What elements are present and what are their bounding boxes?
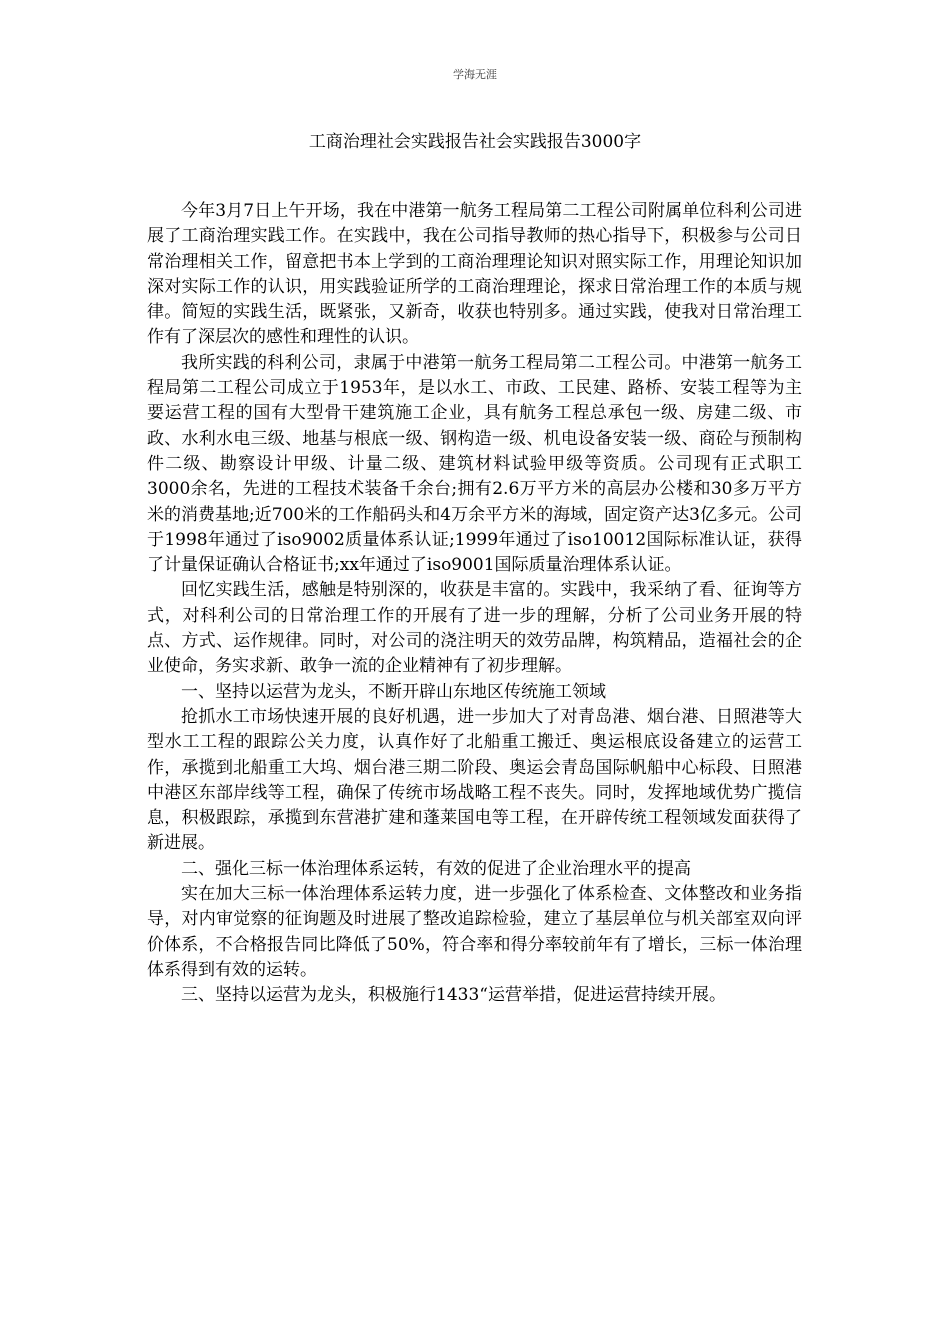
paragraph: 今年3月7日上午开场，我在中港第一航务工程局第二工程公司附属单位科利公司进展了工商治理实践工作。在实践中，我在公司指导教师的热心指导下，积极参与公司日常治理相关工作，留意把书本上学到的工商治理理论知识对照实际工作，用理论知识加深对实际工作的认识，用实践验证所学的工商治理理论，探求日常治理工作的本质与规律。简短的实践生活，既紧张，又新奇，收获也特别多。通过实践，使我对日常治理工作有了深层次的感性和理性的认识。 (147, 201, 802, 348)
paragraph: 抢抓水工市场快速开展的良好机遇，进一步加大了对青岛港、烟台港、日照港等大型水工工程的跟踪公关力度，认真作好了北船重工搬迁、奥运根底设备建立的运营工作，承揽到北船重工大坞、烟台港三期二阶段、奥运会青岛国际帆船中心标段、日照港中港区东部岸线等工程，确保了传统市场战略工程不丧失。同时，发挥地域优势广揽信息，积极跟踪，承揽到东营港扩建和蓬莱国电等工程，在开辟传统工程领域发面获得了新进展。 (147, 706, 802, 854)
section-heading: 三、坚持以运营为龙头，积极施行1433“运营举措，促进运营持续开展。 (181, 985, 726, 1006)
page-header: 学海无涯 (453, 68, 497, 81)
document-title: 工商治理社会实践报告社会实践报告3000字 (308, 132, 642, 152)
section-heading: 二、强化三标一体治理体系运转，有效的促进了企业治理水平的提高 (181, 858, 691, 879)
paragraph: 我所实践的科利公司，隶属于中港第一航务工程局第二工程公司。中港第一航务工程局第二工程公司成立于1953年，是以水工、市政、工民建、路桥、安装工程等为主要运营工程的国有大型骨干建筑施工企业，具有航务工程总承包一级、房建二级、市政、水利水电三级、地基与根底一级、钢构造一级、机电设备安装一级、商砼与预制构件二级、勘察设计甲级、计量二级、建筑材料试验甲级等资质。公司现有正式职工3000余名，先进的工程技术装备千余台;拥有2.6万平方米的高层办公楼和30多万平方米的消费基地;近700米的工作船码头和4万余平方米的海域，固定资产达3亿多元。公司于1998年通过了iso9002质量体系认证;1999年通过了iso10012国际标准认证，获得了计量保证确认合格证书;xx年通过了iso9001国际质量治理体系认证。 (147, 352, 802, 576)
document-body (147, 199, 802, 1009)
paragraph: 实在加大三标一体治理体系运转力度，进一步强化了体系检查、文体整改和业务指导，对内审觉察的征询题及时进展了整改追踪检验，建立了基层单位与机关部室双向评价体系，不合格报告同比降低了50%，符合率和得分率较前年有了增长，三标一体治理体系得到有效的运转。 (147, 884, 802, 980)
paragraph: 回忆实践生活，感触是特别深的，收获是丰富的。实践中，我采纳了看、征询等方式，对科利公司的日常治理工作的开展有了进一步的理解，分析了公司业务开展的特点、方式、运作规律。同时，对公司的浇注明天的效劳品牌，构筑精品，造福社会的企业使命，务实求新、敢争一流的企业精神有了初步理解。 (147, 580, 802, 677)
section-heading: 一、坚持以运营为龙头，不断开辟山东地区传统施工领域 (181, 681, 606, 702)
